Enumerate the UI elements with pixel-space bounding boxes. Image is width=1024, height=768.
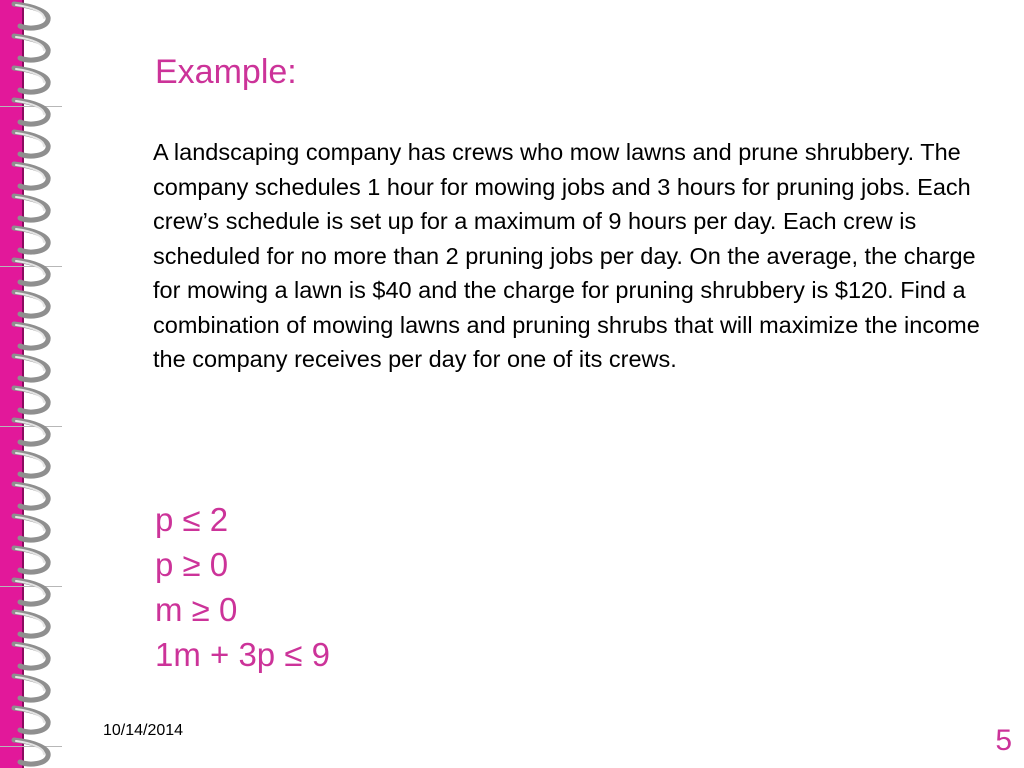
coil-icon (14, 292, 48, 316)
coil-icon (14, 100, 48, 124)
coil-icon (14, 68, 48, 92)
coil-icon (14, 36, 48, 60)
inequality-item: 1m + 3p ≤ 9 (155, 636, 330, 673)
coil-icon (14, 420, 48, 444)
coil-icon (14, 228, 48, 252)
page-number: 5 (995, 724, 1012, 757)
coil-icon (14, 356, 48, 380)
inequality-list (155, 497, 330, 677)
coil-icon (14, 164, 48, 188)
slide-title: Example: (155, 53, 297, 91)
coil-icon (14, 580, 48, 604)
coil-icon (14, 388, 48, 412)
coil-icon (14, 548, 48, 572)
inequality-item: p ≥ 0 (155, 546, 229, 583)
inequality-item: p ≤ 2 (155, 501, 229, 538)
coil-icon (14, 484, 48, 508)
coil-icon (14, 708, 48, 732)
spiral-binding-decoration (0, 0, 62, 768)
footer-date: 10/14/2014 (103, 722, 184, 739)
spiral-coils-icon (0, 0, 62, 768)
inequality-item: m ≥ 0 (155, 591, 238, 628)
coil-icon (14, 4, 48, 28)
coil-icon (14, 644, 48, 668)
coil-icon (14, 324, 48, 348)
coil-icon (14, 516, 48, 540)
coil-icon (14, 196, 48, 220)
problem-text: A landscaping company has crews who mow lawns and prune shrubbery. The company schedules 1 hour for mowing jobs and 3 hours for pruning jobs. Each crew’s schedule is set up for a maximum of 9 hours per day. Each crew is scheduled for no more than 2 pruning jobs per day. On the average, the charge for mowing a lawn is $40 and the charge for pruning shrubbery is $120. Find a combination of mowing lawns and pruning shrubs that will maximize the income the company receives per day for one of its crews. (153, 139, 980, 372)
coil-icon (14, 132, 48, 156)
coil-icon (14, 612, 48, 636)
coil-icon (14, 676, 48, 700)
coil-icon (14, 452, 48, 476)
coil-icon (14, 740, 48, 764)
coil-icon (14, 260, 48, 284)
